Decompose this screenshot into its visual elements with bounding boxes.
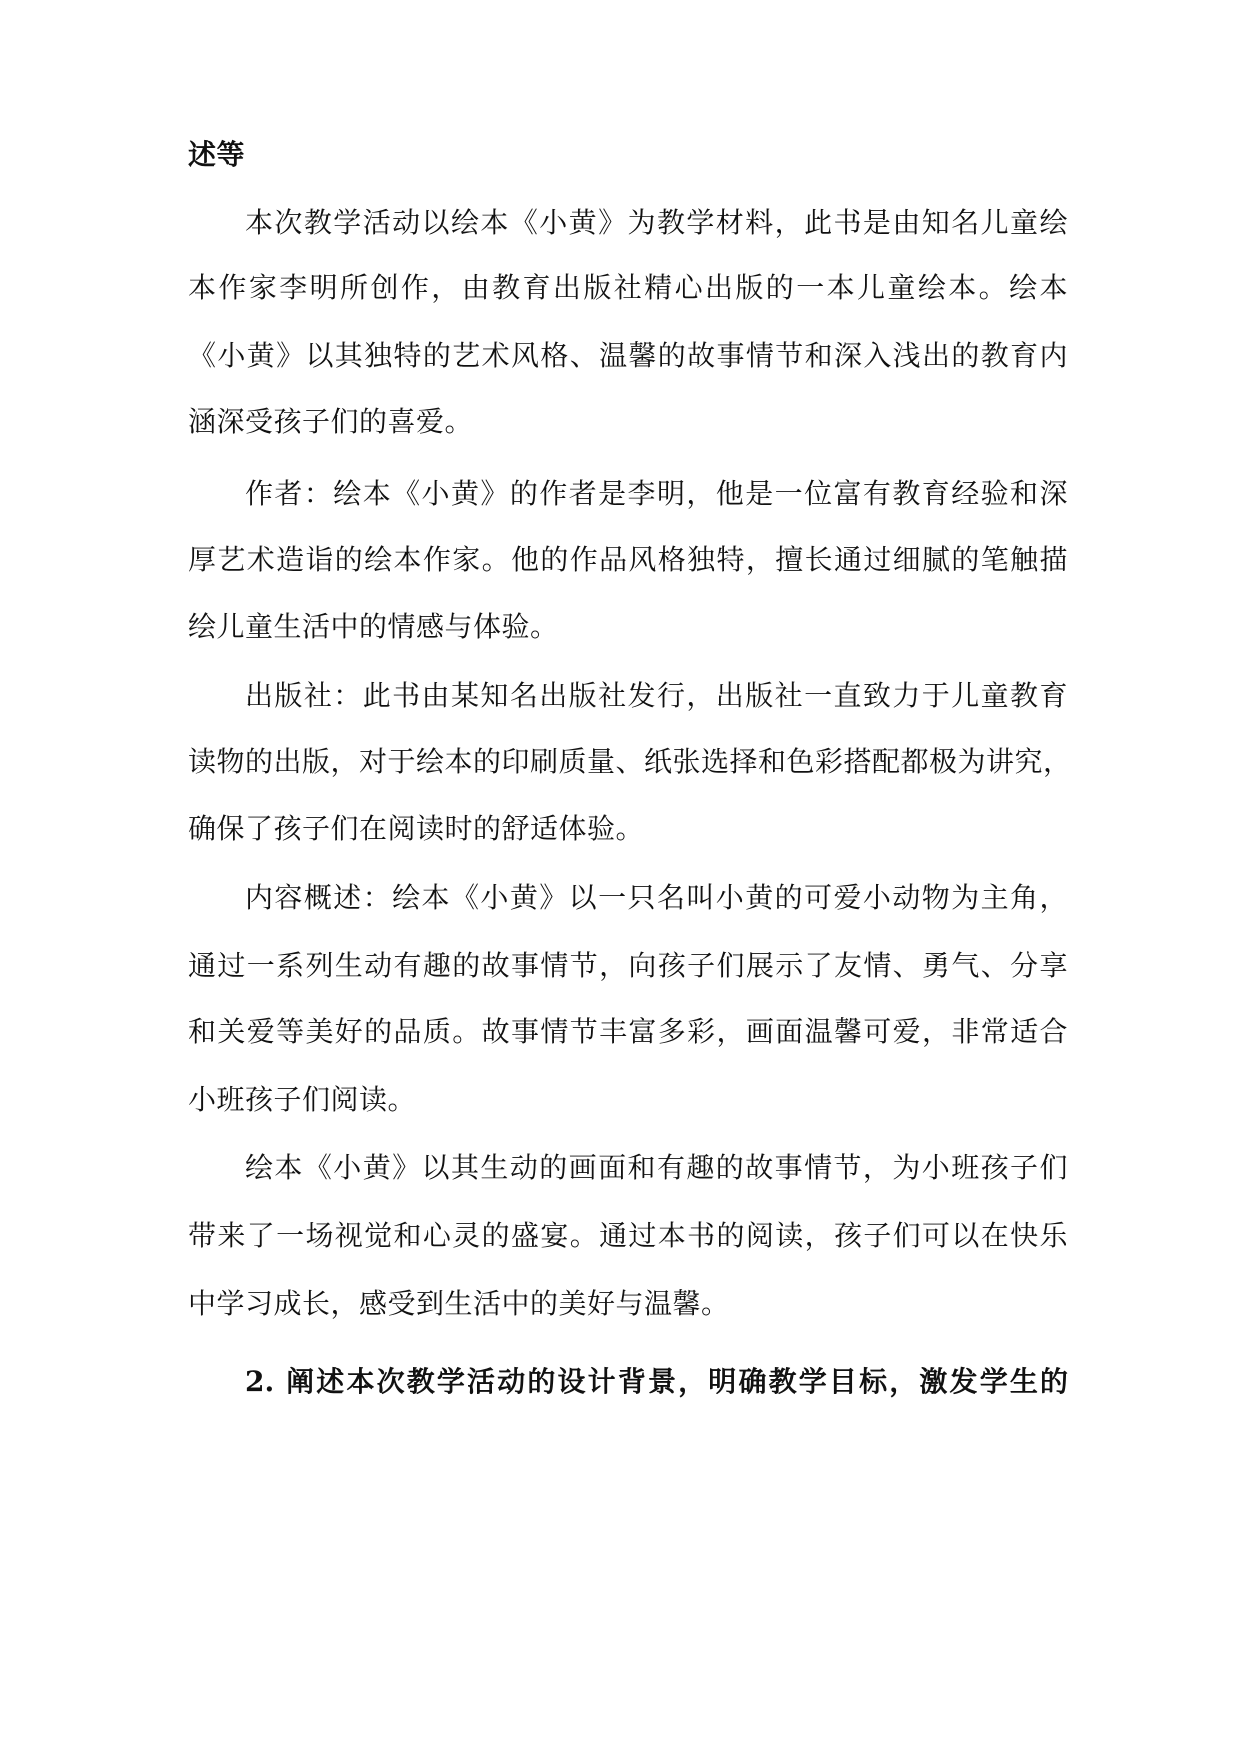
paragraph-line: 本次教学活动以绘本《小黄》为教学材料，此书是由知名儿童绘 [245,206,1068,239]
paragraph-line: 厚艺术造诣的绘本作家。他的作品风格独特，擅长通过细腻的笔触描 [188,543,1068,576]
paragraph-line: 绘本《小黄》以其生动的画面和有趣的故事情节，为小班孩子们 [245,1151,1068,1184]
paragraph-line: 内容概述：绘本《小黄》以一只名叫小黄的可爱小动物为主角， [245,881,1068,914]
paragraph-line: 《小黄》以其独特的艺术风格、温馨的故事情节和深入浅出的教育内 [188,339,1068,372]
paragraph-line: 本作家李明所创作，由教育出版社精心出版的一本儿童绘本。绘本 [188,271,1068,304]
paragraph-line: 和关爱等美好的品质。故事情节丰富多彩，画面温馨可爱，非常适合 [188,1015,1068,1048]
paragraph-line: 通过一系列生动有趣的故事情节，向孩子们展示了友情、勇气、分享 [188,949,1068,982]
paragraph-line: 出版社：此书由某知名出版社发行，出版社一直致力于儿童教育 [245,679,1068,712]
paragraph-line: 中学习成长，感受到生活中的美好与温馨。 [188,1287,730,1320]
paragraph-line: 带来了一场视觉和心灵的盛宴。通过本书的阅读，孩子们可以在快乐 [188,1219,1068,1252]
paragraph-line: 作者：绘本《小黄》的作者是李明，他是一位富有教育经验和深 [245,477,1068,510]
paragraph-line: 小班孩子们阅读。 [188,1083,417,1116]
paragraph-line: 绘儿童生活中的情感与体验。 [188,610,559,643]
continuation-heading: 述等 [188,138,246,171]
section-heading: 2. 阐述本次教学活动的设计背景，明确教学目标，激发学生的 [245,1365,1068,1398]
paragraph-line: 涵深受孩子们的喜爱。 [188,405,474,438]
paragraph-line: 读物的出版，对于绘本的印刷质量、纸张选择和色彩搭配都极为讲究， [188,745,1072,778]
paragraph-line: 确保了孩子们在阅读时的舒适体验。 [188,812,645,845]
